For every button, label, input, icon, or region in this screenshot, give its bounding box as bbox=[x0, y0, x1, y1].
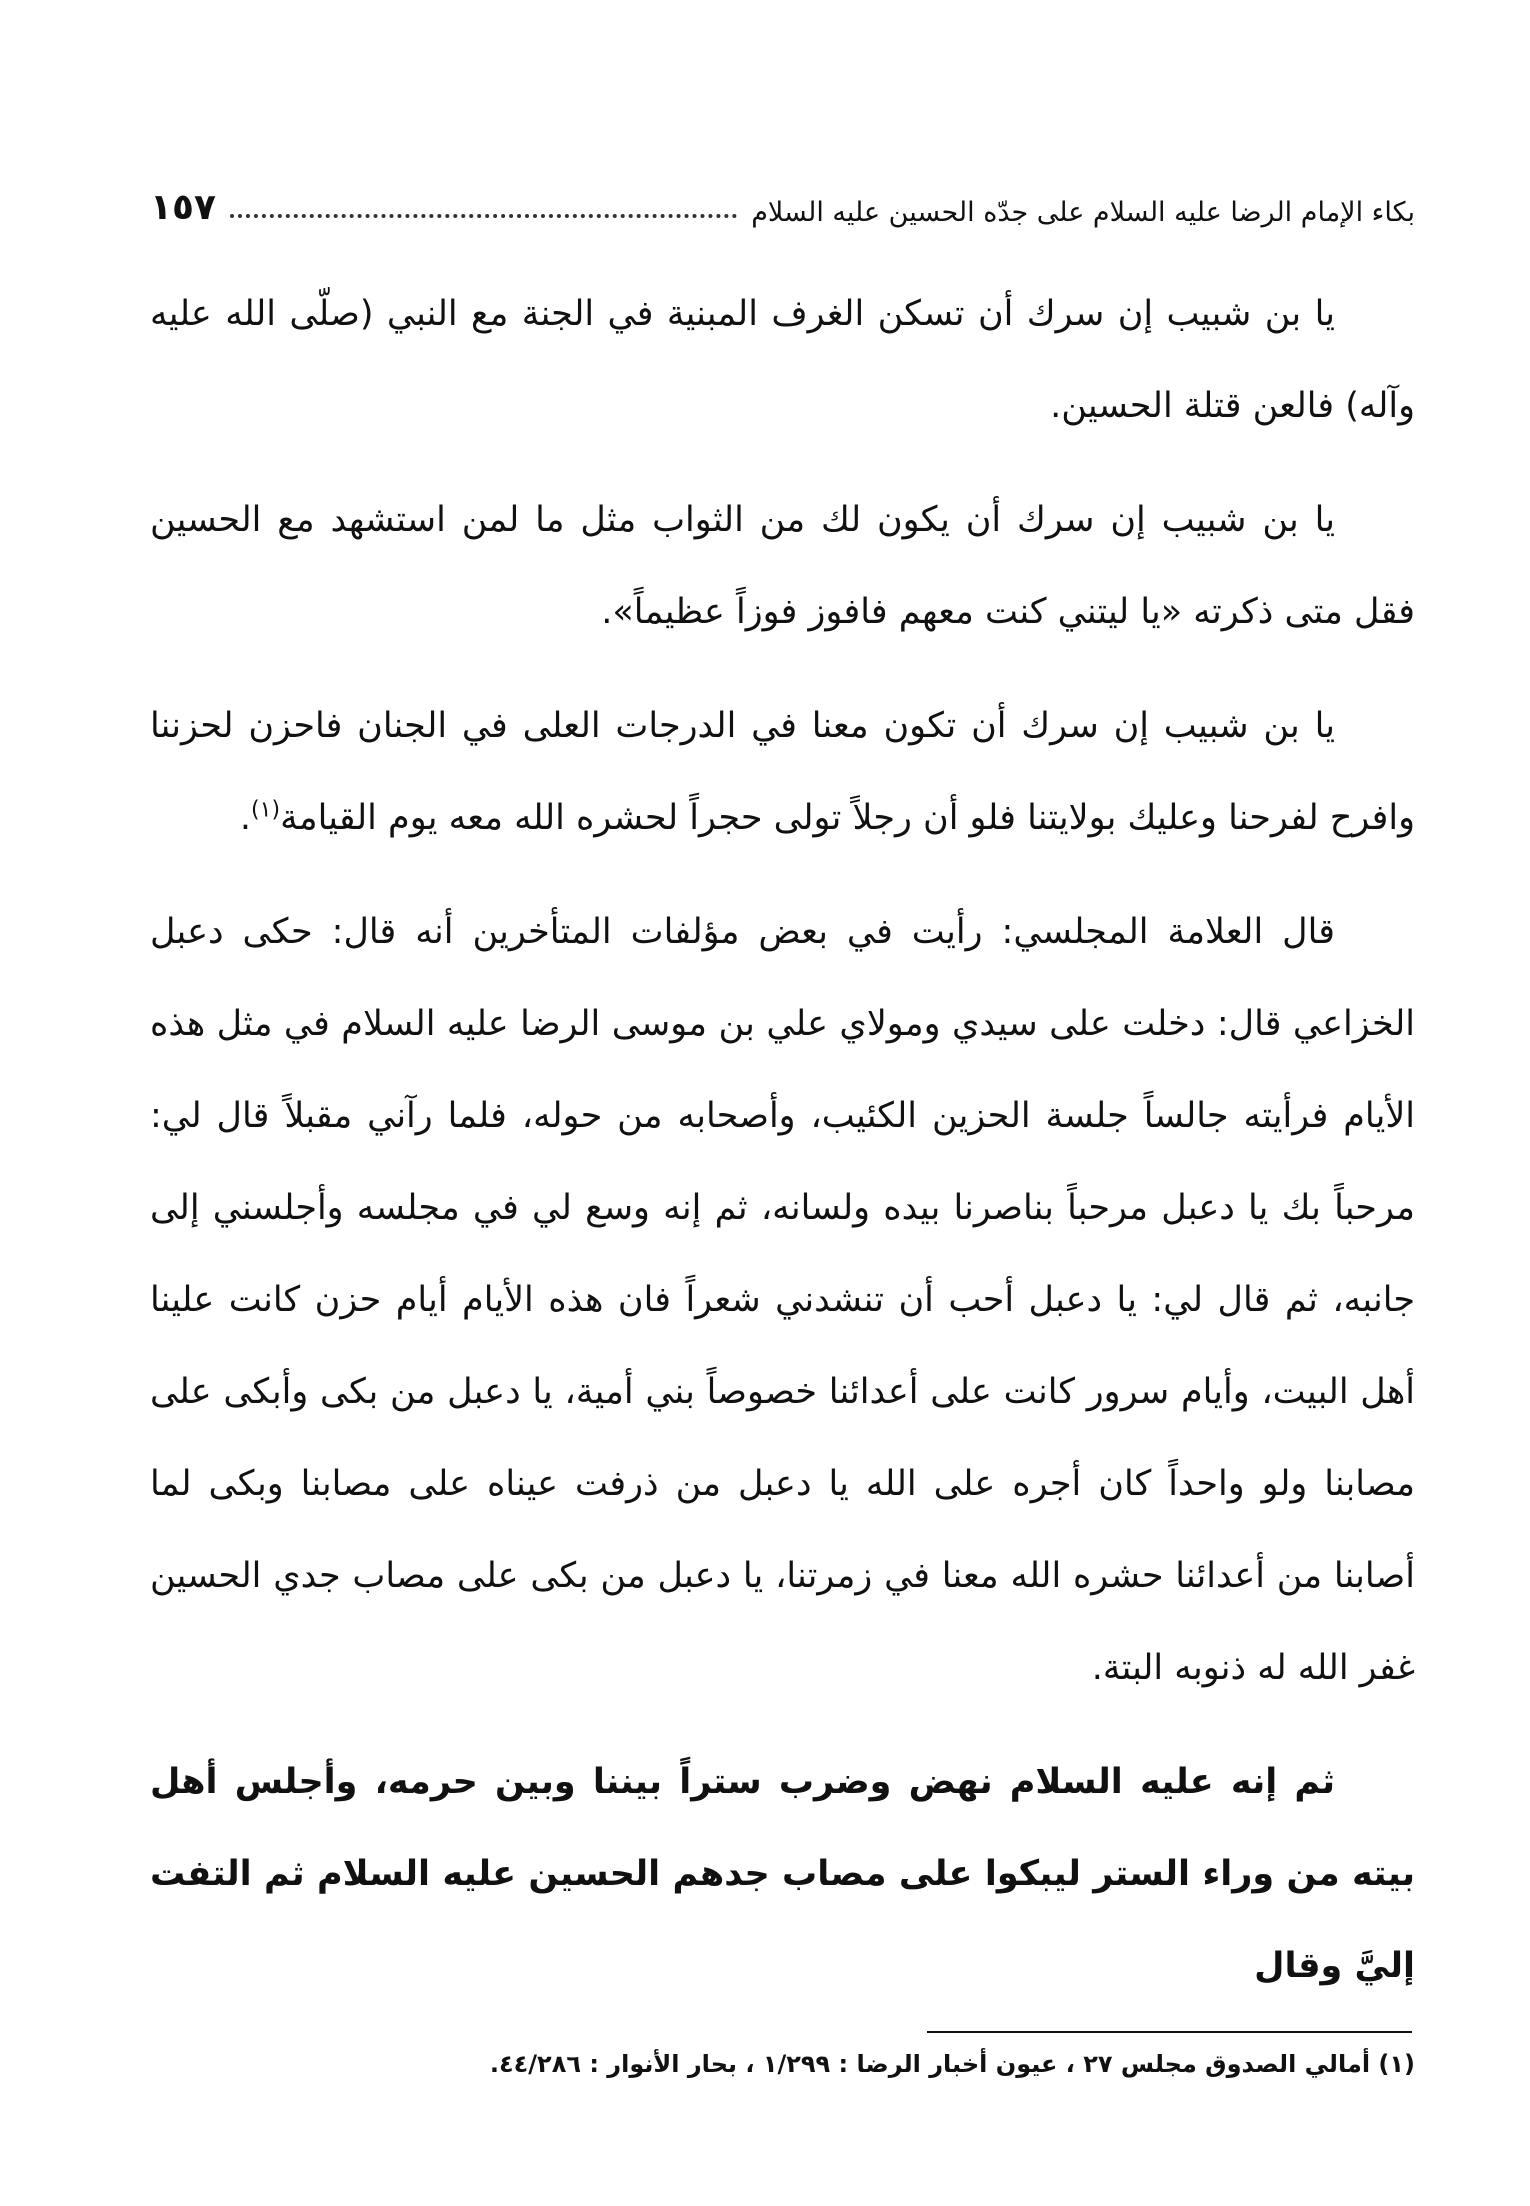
paragraph-4-text: قال العلامة المجلسي: رأيت في بعض مؤلفات المتأخرين أنه قال: حكى دعبل الخزاعي قال: دخلت على سيدي ومولاي علي بن موسى الرضا عليه السلام في مثل هذه الأيام فرأيته جالساً جلسة الحزين الكئيب، وأصحابه من حوله، فلما رآني مقبلاً قال لي: مرحباً بك يا دعبل مرحباً بناصرنا بيده ولسانه، ثم إنه وسع لي في مجلسه وأجلسني إلى جانبه، ثم قال لي: يا دعبل أحب أن تنشدني شعراً فان هذه الأيام أيام حزن كانت علينا أهل البيت، وأيام سرور كانت على أعدائنا خصوصاً بني أمية، يا دعبل من بكى وأبكى على مصابنا ولو واحداً كان أجره على الله يا دعبل من ذرفت عيناه على مصابنا وبكى لما أصابنا من أعدائنا حشره الله معنا في زمرتنا، يا دعبل من بكى على مصاب جدي الحسين غفر الله له ذنوبه البتة. bbox=[150, 912, 1415, 1688]
paragraph-2 bbox=[150, 474, 1415, 658]
paragraph-2-text: يا بن شبيب إن سرك أن يكون لك من الثواب مثل ما لمن استشهد مع الحسين فقل متى ذكرته «يا ليتني كنت معهم فافوز فوزاً عظيماً». bbox=[150, 500, 1415, 632]
header-dot-leader bbox=[230, 214, 737, 218]
footnote-reference[interactable]: (١) bbox=[251, 797, 281, 823]
paragraph-5 bbox=[150, 1736, 1415, 2012]
running-header-title: بكاء الإمام الرضا عليه السلام على جدّه الحسين عليه السلام bbox=[751, 197, 1415, 228]
page-number: ١٥٧ bbox=[150, 187, 216, 228]
paragraph-5-text: ثم إنه عليه السلام نهض وضرب ستراً بيننا وبين حرمه، وأجلس أهل بيته من وراء الستر ليبكوا على مصاب جدهم الحسين عليه السلام ثم التفت إليَّ وقال bbox=[150, 1762, 1415, 1986]
footnote-separator bbox=[927, 2031, 1412, 2033]
paragraph-4 bbox=[150, 886, 1415, 1714]
body-text bbox=[150, 268, 1415, 2012]
paragraph-1-text: يا بن شبيب إن سرك أن تسكن الغرف المبنية في الجنة مع النبي (صلّى الله عليه وآله) فالعن قتلة الحسين. bbox=[150, 294, 1415, 426]
paragraph-3-end: . bbox=[239, 798, 252, 838]
paragraph-3-text: يا بن شبيب إن سرك أن تكون معنا في الدرجات العلى في الجنان فاحزن لحزننا وافرح لفرحنا وعليك بولايتنا فلو أن رجلاً تولى حجراً لحشره الله معه يوم القيامة bbox=[150, 706, 1415, 838]
running-header bbox=[150, 172, 1415, 228]
paragraph-3 bbox=[150, 680, 1415, 864]
footnote: (١) أمالي الصدوق مجلس ٢٧ ، عيون أخبار الرضا : ١/٢٩٩ ، بحار الأنوار : ٤٤/٢٨٦. bbox=[489, 2050, 1415, 2078]
paragraph-1 bbox=[150, 268, 1415, 452]
